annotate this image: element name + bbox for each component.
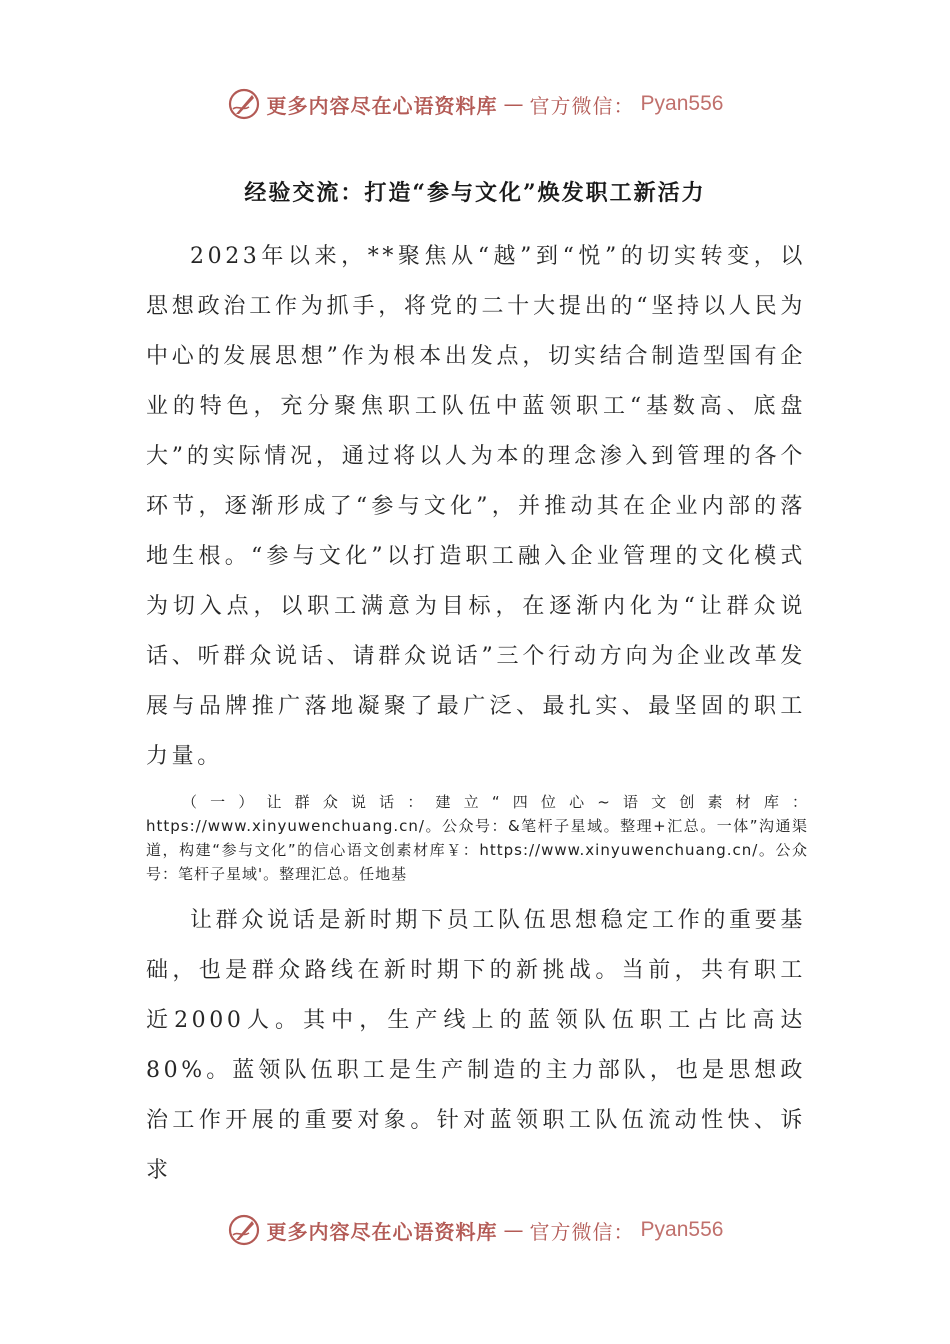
footer-banner bbox=[0, 1210, 950, 1250]
paragraph-intro: 2023年以来，**聚焦从“越”到“悦”的切实转变，以思想政治工作为抓手，将党的二十大提出的“坚持以人民为中心的发展思想”作为根本出发点，切实结合制造型国有企业的特色，充分聚焦职工队伍中蓝领职工“基数高、底盘大”的实际情况，通过将以人为本的理念渗入到管理的各个环节，逐渐形成了“参与文化”，并推动其在企业内部的落地生根。“参与文化”以打造职工融入企业管理的文化模式为切入点，以职工满意为目标，在逐渐内化为“让群众说话、听群众说话、请群众说话”三个行动方向为企业改革发展与品牌推广落地凝聚了最广泛、最扎实、最坚固的职工力量。 bbox=[146, 244, 806, 769]
banner-brand-text: 更多内容尽在心语资料库 bbox=[266, 1219, 498, 1244]
paragraph-section-1: 让群众说话是新时期下员工队伍思想稳定工作的重要基础，也是群众路线在新时期下的新挑战。当前，共有职工近2000人。其中，生产线上的蓝领队伍职工占比高达80%。蓝领队伍职工是生产制造的主力部队，也是思想政治工作开展的重要对象。针对蓝领职工队伍流动性快、诉求 bbox=[146, 908, 806, 1183]
quill-pen-icon bbox=[227, 87, 261, 121]
banner-brand-text: 更多内容尽在心语资料库 bbox=[266, 93, 498, 118]
header-banner bbox=[0, 84, 950, 124]
banner-separator: — bbox=[503, 92, 524, 116]
banner-wechat-label: 官方微信： bbox=[529, 1219, 635, 1244]
banner-wechat-id: Pyan556 bbox=[640, 1218, 724, 1241]
banner-wechat-label: 官方微信： bbox=[529, 93, 635, 118]
document-title: 经验交流：打造“参与文化”焕发职工新活力 bbox=[244, 180, 706, 206]
quill-pen-icon bbox=[227, 1213, 261, 1247]
banner-separator: — bbox=[503, 1218, 524, 1242]
section-heading-note: （一）让群众说话：建立“四位心~语文创素材库：https://www.xinyuwenchuang.cn/。公众号：&笔杆子星域。整理+汇总。一体”沟通渠道，构建“参与文化”的信心语文创素材库￥：https://www.xinyuwenchuang.cn/。公众号：笔杆子星域'。整理汇总。任地基 bbox=[146, 793, 808, 883]
banner-wechat-id: Pyan556 bbox=[640, 92, 724, 115]
